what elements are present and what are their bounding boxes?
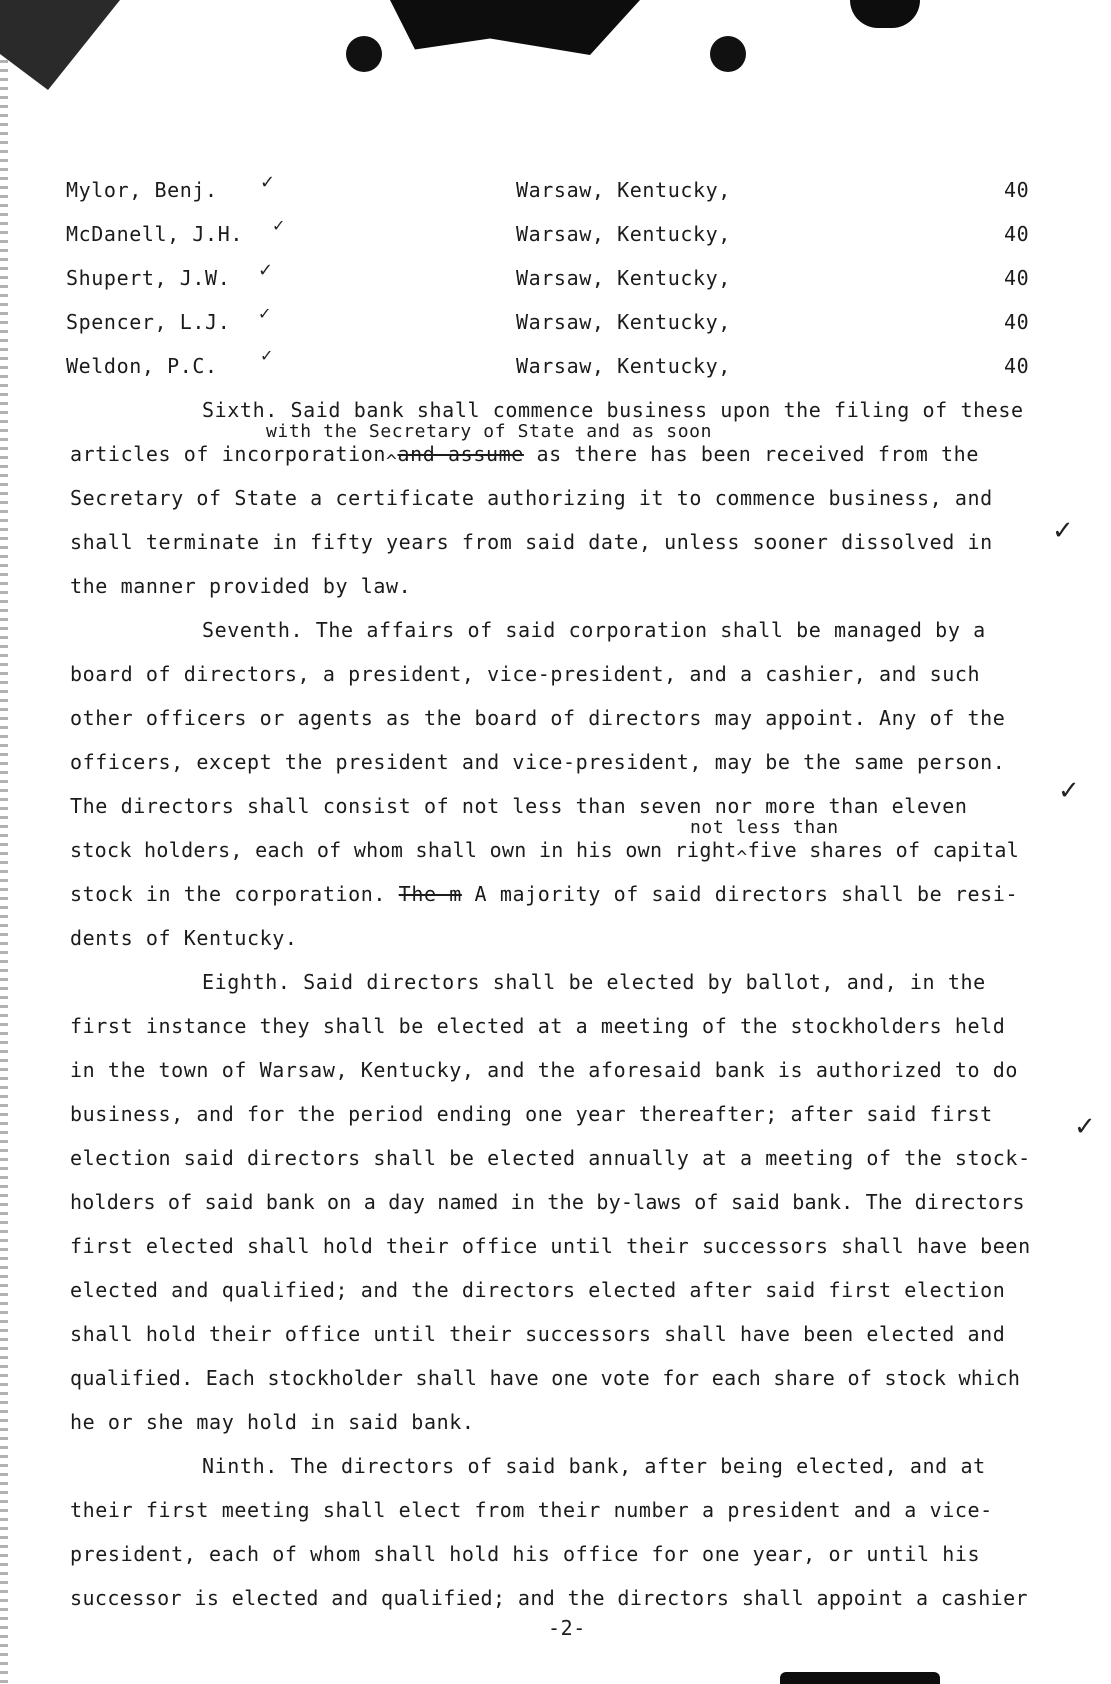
scan-blot-top-center [390, 0, 640, 55]
roster-name: McDanell, J.H. [66, 222, 243, 246]
check-mark-icon: ✓ [258, 260, 274, 281]
scan-blot-top-left [0, 0, 120, 90]
text-line: board of directors, a president, vice-president, and a cashier, and such [70, 662, 981, 686]
roster-shares: 40 [1004, 354, 1030, 378]
roster-shares: 40 [1004, 178, 1030, 202]
handwritten-insertion: with the Secretary of State and as soon [266, 421, 713, 442]
roster-name: Weldon, P.C. [66, 354, 218, 378]
text-line: elected and qualified; and the directors elected after said first election [70, 1278, 1006, 1302]
text-line: other officers or agents as the board of directors may appoint. Any of the [70, 706, 1006, 730]
scan-blot-top-right [850, 0, 920, 28]
text-line: their first meeting shall elect from their number a president and a vice- [70, 1498, 993, 1522]
check-mark-icon: ✓ [1074, 1112, 1096, 1142]
check-mark-icon: ✓ [272, 216, 286, 235]
text-line: qualified. Each stockholder shall have one vote for each share of stock which [70, 1366, 1021, 1390]
text-line: Seventh. The affairs of said corporation shall be managed by a [202, 618, 986, 642]
roster-name: Shupert, J.W. [66, 266, 231, 290]
text-line: Ninth. The directors of said bank, after being elected, and at [202, 1454, 986, 1478]
text-line: election said directors shall be elected annually at a meeting of the stock- [70, 1146, 1031, 1170]
text-line: the manner provided by law. [70, 574, 412, 598]
text-line: he or she may hold in said bank. [70, 1410, 475, 1434]
roster-place: Warsaw, Kentucky, [516, 178, 731, 202]
punch-hole-right [710, 36, 746, 72]
text-line: dents of Kentucky. [70, 926, 298, 950]
page-number: -2- [548, 1616, 586, 1640]
text-line: holders of said bank on a day named in the by-laws of said bank. The directors [70, 1190, 1025, 1214]
struck-text: and assume [397, 442, 524, 466]
scan-left-edge [0, 60, 8, 1684]
text-line: Eighth. Said directors shall be elected by ballot, and, in the [202, 970, 986, 994]
insertion-caret-icon: ^ [736, 847, 748, 868]
text-line: stock holders, each of whom shall own in his own right^five shares of capital [70, 838, 1020, 868]
text-line: successor is elected and qualified; and the directors shall appoint a cashier [70, 1586, 1028, 1610]
text-line: president, each of whom shall hold his office for one year, or until his [70, 1542, 981, 1566]
roster-name: Spencer, L.J. [66, 310, 231, 334]
punch-hole-left [346, 36, 382, 72]
text-line: stock in the corporation. The m A majority of said directors shall be resi- [70, 882, 1019, 906]
check-mark-icon: ✓ [260, 172, 276, 193]
text-line: shall hold their office until their successors shall have been elected and [70, 1322, 1006, 1346]
text-line: The directors shall consist of not less than seven nor more than eleven [70, 794, 968, 818]
check-mark-icon: ✓ [1052, 516, 1074, 546]
text-line: first elected shall hold their office until their successors shall have been [70, 1234, 1031, 1258]
text-line: in the town of Warsaw, Kentucky, and the aforesaid bank is authorized to do [70, 1058, 1019, 1082]
text-line: officers, except the president and vice-president, may be the same person. [70, 750, 1006, 774]
check-mark-icon: ✓ [260, 346, 274, 365]
roster-place: Warsaw, Kentucky, [516, 266, 731, 290]
text-line: articles of incorporation^and assume as there has been received from the [70, 442, 979, 472]
scan-blot-bottom [780, 1672, 940, 1684]
roster-place: Warsaw, Kentucky, [516, 222, 731, 246]
text-line: Sixth. Said bank shall commence business upon the filing of these [202, 398, 1024, 422]
struck-text: The m [398, 882, 462, 906]
check-mark-icon: ✓ [258, 304, 272, 323]
handwritten-insertion: not less than [690, 817, 839, 838]
roster-place: Warsaw, Kentucky, [516, 310, 731, 334]
roster-place: Warsaw, Kentucky, [516, 354, 731, 378]
text-line: shall terminate in fifty years from said date, unless sooner dissolved in [70, 530, 993, 554]
roster-name: Mylor, Benj. [66, 178, 218, 202]
text-line: Secretary of State a certificate authorizing it to commence business, and [70, 486, 993, 510]
text-line: business, and for the period ending one year thereafter; after said first [70, 1102, 993, 1126]
check-mark-icon: ✓ [1058, 776, 1080, 806]
insertion-caret-icon: ^ [386, 451, 398, 472]
roster-shares: 40 [1004, 266, 1030, 290]
roster-shares: 40 [1004, 222, 1030, 246]
text-line: first instance they shall be elected at a meeting of the stockholders held [70, 1014, 1006, 1038]
roster-shares: 40 [1004, 310, 1030, 334]
